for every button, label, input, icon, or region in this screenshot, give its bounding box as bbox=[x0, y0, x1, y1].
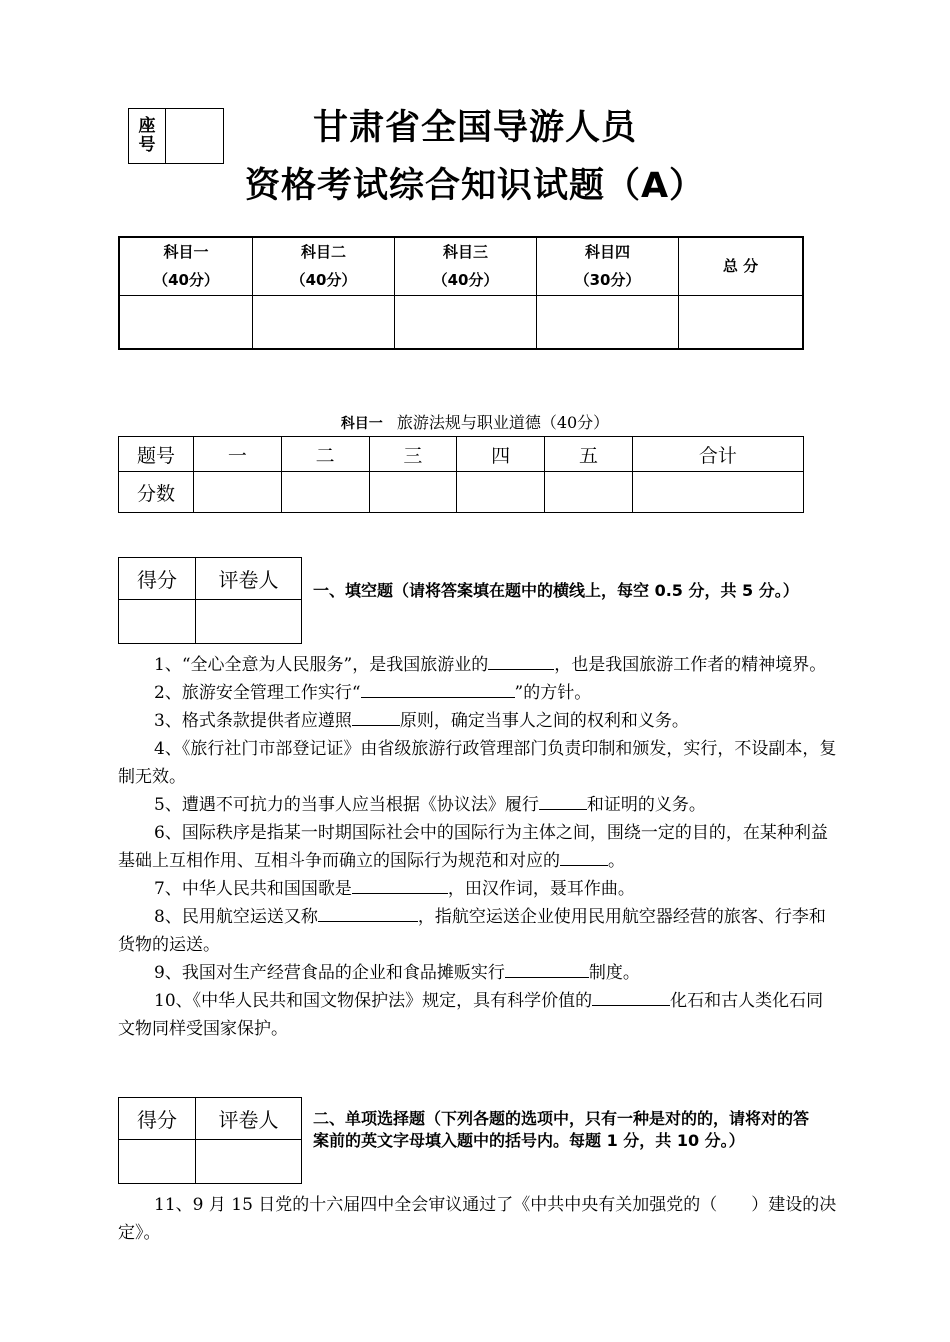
score-cell[interactable] bbox=[457, 472, 545, 513]
answer-blank[interactable] bbox=[318, 904, 418, 922]
subject-header: 科目四 （30分） bbox=[537, 237, 679, 295]
grader-box bbox=[118, 1097, 302, 1184]
column-header: 一 bbox=[194, 437, 282, 472]
score-cell[interactable] bbox=[281, 472, 369, 513]
score-cell[interactable] bbox=[119, 295, 253, 349]
row-label: 分数 bbox=[119, 472, 194, 513]
question-1: 1、“全心全意为人民服务”，是我国旅游业的 ，也是我国旅游工作者的精神境界。 2、旅游安全管理工作实行“ ”的方针。 3、格式条款提供者应遵照 原则，确定当事人之间的权利和义务。 4、《旅行社门市部登记证》由省级旅游行政管理部门负责印制和颁发，实行，不设副本，复制无效。 5、遭遇不可抗力的当事人应当根据《协议法》履行 和证明的义务。 6、国际秩序是指某一时期国际社会中的国际行为主体之间，围绕一定的目的，在某种利益基础上互相作用、互相斗争而确立的国际行为规范和对应的 。 7、中华人民共和国国歌是 ，田汉作词，聂耳作曲。 8、民用航空运送又称 ，指航空运送企业使用民用航空器经营的旅客、行李和货物的运送。 9、我国对生产经营食品的企业和食品摊贩实行 制度。 10、《中华人民共和国文物保护法》规定，具有科学价值的 化石和古人类化石同文物同样受国家保护。 bbox=[118, 651, 840, 1043]
score-label: 得分 bbox=[119, 1098, 196, 1140]
score-cell[interactable] bbox=[369, 472, 457, 513]
section1-heading: 一、填空题（请将答案填在题中的横线上，每空 0.5 分，共 5 分。） bbox=[313, 581, 799, 600]
answer-blank[interactable] bbox=[505, 960, 589, 978]
answer-blank[interactable] bbox=[361, 680, 515, 698]
exam-title-line1: 甘肃省全国导游人员 bbox=[312, 108, 637, 148]
score-field[interactable] bbox=[119, 600, 196, 644]
reviewer-field[interactable] bbox=[196, 600, 302, 644]
score-cell[interactable] bbox=[194, 472, 282, 513]
answer-blank[interactable] bbox=[560, 848, 608, 866]
score-cell[interactable] bbox=[395, 295, 537, 349]
column-header: 三 bbox=[369, 437, 457, 472]
column-header: 二 bbox=[281, 437, 369, 472]
reviewer-label: 评卷人 bbox=[196, 1098, 302, 1140]
column-header: 四 bbox=[457, 437, 545, 472]
score-cell[interactable] bbox=[545, 472, 633, 513]
score-field[interactable] bbox=[119, 1140, 196, 1184]
answer-blank[interactable] bbox=[352, 876, 448, 894]
score-label: 得分 bbox=[119, 558, 196, 600]
column-header: 五 bbox=[545, 437, 633, 472]
subject-header: 科目三 （40分） bbox=[395, 237, 537, 295]
reviewer-field[interactable] bbox=[196, 1140, 302, 1184]
subject1-title: 科目一 旅游法规与职业道德（40分） bbox=[340, 413, 610, 432]
section2-heading: 二、单项选择题（下列各题的选项中，只有一种是对的的，请将对的答案前的英文字母填入题中的括号内。每题 1 分，共 10 分。） bbox=[313, 1109, 810, 1150]
answer-blank[interactable] bbox=[592, 988, 670, 1006]
answer-blank[interactable] bbox=[352, 708, 400, 726]
grader-box bbox=[118, 557, 302, 644]
score-cell[interactable] bbox=[253, 295, 395, 349]
score-cell[interactable] bbox=[679, 295, 804, 349]
score-cell[interactable] bbox=[632, 472, 803, 513]
answer-blank[interactable] bbox=[488, 652, 554, 670]
column-header: 合计 bbox=[632, 437, 803, 472]
subject-header: 科目二 （40分） bbox=[253, 237, 395, 295]
score-cell[interactable] bbox=[537, 295, 679, 349]
exam-title-line2: 资格考试综合知识试题（A） bbox=[244, 166, 706, 206]
subject-header: 科目一 （40分） bbox=[119, 237, 253, 295]
total-score-table bbox=[118, 236, 804, 350]
question-score-table bbox=[118, 436, 804, 513]
reviewer-label: 评卷人 bbox=[196, 558, 302, 600]
total-header: 总 分 bbox=[679, 237, 804, 295]
row-label: 题号 bbox=[119, 437, 194, 472]
seat-label: 座 号 bbox=[129, 109, 166, 164]
answer-blank[interactable] bbox=[539, 792, 587, 810]
question-11: 11、9 月 15 日党的十六届四中全会审议通过了《中共中央有关加强党的（ ）建设的决定》。 bbox=[118, 1195, 837, 1243]
